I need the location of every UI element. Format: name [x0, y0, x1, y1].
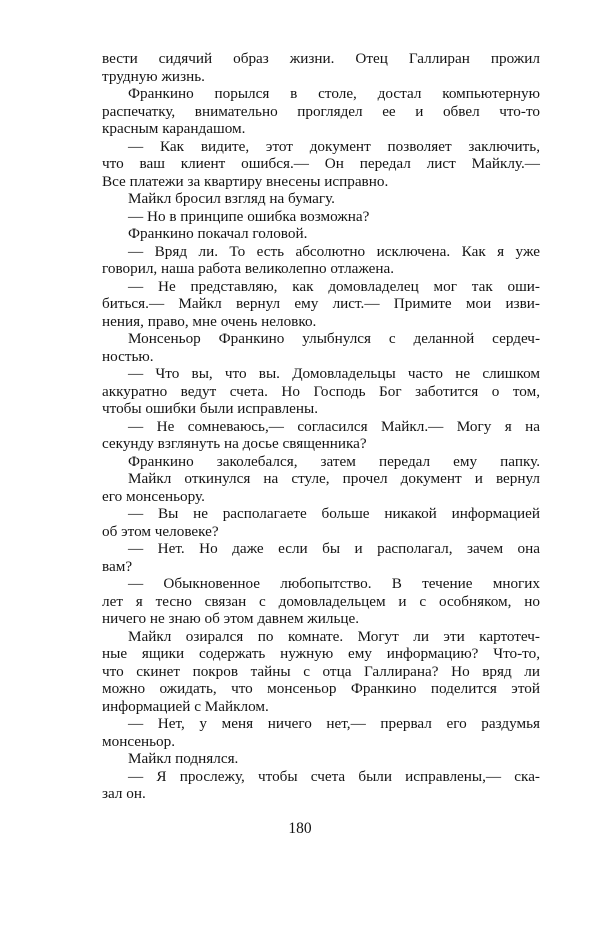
text-line: можно ожидать, что монсеньор Франкино поделится этой: [102, 680, 540, 697]
text-line: лет я тесно связан с домовладельцем и с особняком, но: [102, 592, 540, 610]
text-line: распечатку, внимательно проглядел ее и обвел что-то: [102, 102, 540, 120]
text-line: — Я прослежу, чтобы счета были исправлены,— ска-: [128, 767, 540, 785]
text-line: что скинет покров тайны с отца Галлирана? Но вряд ли: [102, 662, 540, 680]
text-line: Монсеньор Франкино улыбнулся с деланной сердеч-: [128, 330, 540, 347]
text-line: об этом человеке?: [102, 522, 219, 540]
text-line: красным карандашом.: [102, 120, 246, 137]
text-line: чтобы ошибки были исправлены.: [102, 400, 319, 417]
text-line: нения, право, мне очень неловко.: [102, 312, 317, 330]
text-line: Франкино покачал головой.: [128, 225, 308, 242]
text-line: ностью.: [102, 347, 154, 365]
text-line: монсеньор.: [102, 732, 176, 750]
text-line: — Не представляю, как домовладелец мог так оши-: [128, 277, 540, 295]
text-line: — Нет. Но даже если бы и располагал, зачем она: [128, 540, 540, 557]
text-line: секунду взглянуть на досье священника?: [102, 435, 367, 452]
text-line: говорил, наша работа великолепно отлажена.: [102, 260, 395, 277]
page-number: 180: [288, 820, 312, 837]
page-text: [102, 50, 540, 803]
text-line: что ваш клиент ошибся.— Он передал лист Майклу.—: [102, 155, 540, 172]
text-line: вам?: [102, 557, 133, 575]
text-line: Майкл поднялся.: [128, 750, 239, 767]
text-line: его монсеньору.: [102, 487, 205, 505]
text-line: информацией с Майклом.: [102, 697, 269, 715]
text-line: — Вряд ли. То есть абсолютно исключена. Как я уже: [128, 242, 540, 260]
text-line: — Но в принципе ошибка возможна?: [128, 207, 370, 225]
text-line: Майкл озирался по комнате. Могут ли эти картотеч-: [128, 627, 540, 645]
text-line: — Что вы, что вы. Домовладельцы часто не слишком: [128, 365, 540, 382]
text-line: зал он.: [102, 785, 146, 802]
text-line: — Нет, у меня ничего нет,— прервал его раздумья: [128, 715, 540, 732]
text-line: Франкино порылся в столе, достал компьютерную: [128, 85, 540, 102]
text-line: биться.— Майкл вернул ему лист.— Примите мои изви-: [102, 295, 540, 312]
text-line: аккуратно ведут счета. Но Господь Бог заботится о том,: [102, 382, 540, 400]
text-line: — Не сомневаюсь,— согласился Майкл.— Могу я на: [128, 417, 540, 435]
text-line: — Как видите, этот документ позволяет заключить,: [128, 137, 540, 155]
text-line: Майкл бросил взгляд на бумагу.: [128, 190, 335, 207]
text-line: Все платежи за квартиру внесены исправно.: [102, 172, 389, 190]
text-line: ничего не знаю об этом давнем жильце.: [102, 610, 360, 627]
text-line: трудную жизнь.: [102, 67, 205, 85]
text-line: — Вы не располагаете больше никакой информацией: [128, 505, 540, 522]
text-line: — Обыкновенное любопытство. В течение многих: [128, 575, 540, 592]
text-line: вести сидячий образ жизни. Отец Галлиран прожил: [102, 50, 540, 67]
text-line: ные ящики содержать нужную ему информацию? Что-то,: [102, 645, 540, 662]
text-line: Франкино заколебался, затем передал ему папку.: [128, 452, 540, 470]
text-line: Майкл откинулся на стуле, прочел документ и вернул: [128, 470, 540, 487]
